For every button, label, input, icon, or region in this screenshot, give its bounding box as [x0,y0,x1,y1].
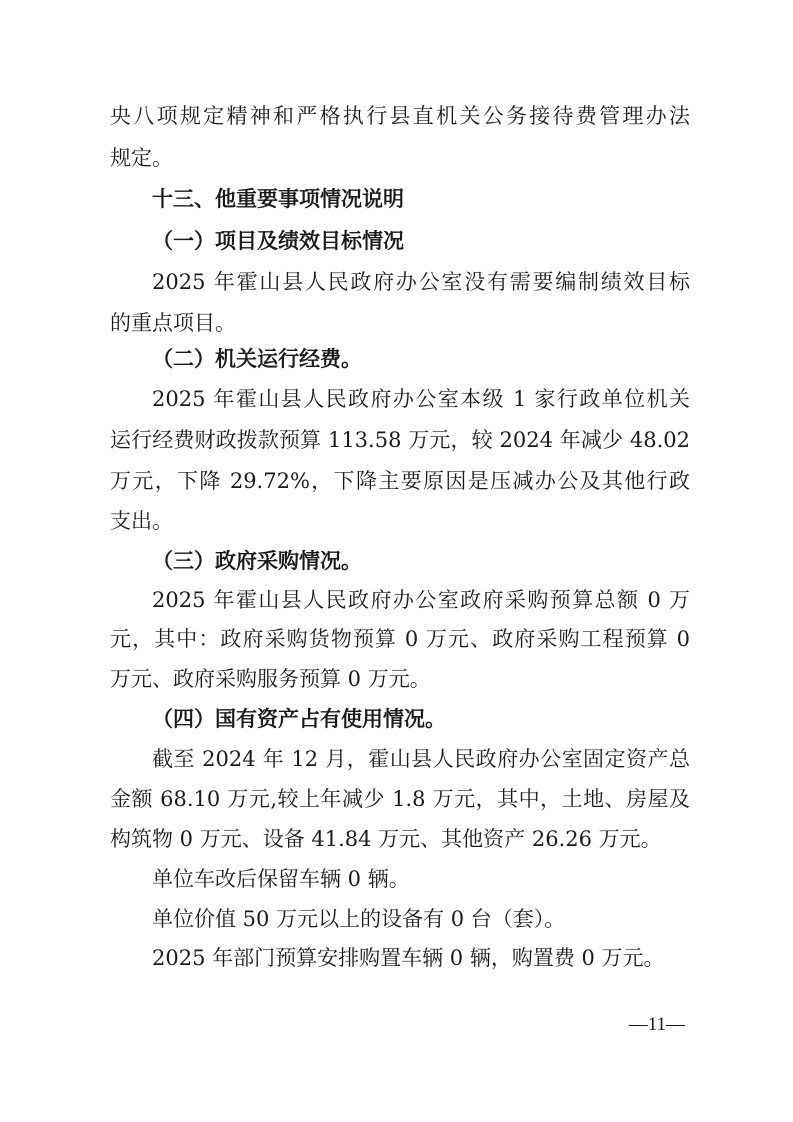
section-heading: 十三、他重要事项情况说明 [152,187,404,211]
paragraph-line: 万元，下降 29.72%，下降主要原因是压减办公及其他行政 [110,469,690,493]
paragraph-line: 央八项规定精神和严格执行县直机关公务接待费管理办法 [110,104,690,128]
subsection-heading: （一）项目及绩效目标情况 [152,229,404,253]
paragraph-line: 单位价值 50 万元以上的设备有 0 台（套）。 [152,907,566,931]
paragraph-line: 2025 年霍山县人民政府办公室政府采购预算总额 0 万 [152,588,690,612]
paragraph-line: 金额 68.10 万元,较上年减少 1.8 万元，其中，土地、房屋及 [110,787,690,811]
paragraph-line: 运行经费财政拨款预算 113.58 万元，较 2024 年减少 48.02 [110,428,690,452]
page-number: —11— [628,1014,685,1035]
paragraph-line: 万元、政府采购服务预算 0 万元。 [110,667,431,691]
paragraph-line: 元，其中：政府采购货物预算 0 万元、政府采购工程预算 0 [110,627,690,651]
paragraph-line: 2025 年部门预算安排购置车辆 0 辆，购置费 0 万元。 [152,946,665,970]
subsection-heading: （二）机关运行经费。 [152,347,362,371]
paragraph-line: 单位车改后保留车辆 0 辆。 [152,867,410,891]
subsection-heading: （四）国有资产占有使用情况。 [152,707,446,731]
paragraph-line: 构筑物 0 万元、设备 41.84 万元、其他资产 26.26 万元。 [110,827,662,851]
subsection-heading: （三）政府采购情况。 [152,549,362,573]
paragraph-line: 2025 年霍山县人民政府办公室本级 1 家行政单位机关 [152,387,690,411]
paragraph-line: 截至 2024 年 12 月，霍山县人民政府办公室固定资产总 [152,747,690,771]
paragraph-line: 规定。 [110,146,173,170]
paragraph-line: 的重点项目。 [110,311,236,335]
paragraph-line: 支出。 [110,509,173,533]
paragraph-line: 2025 年霍山县人民政府办公室没有需要编制绩效目标 [152,270,690,294]
